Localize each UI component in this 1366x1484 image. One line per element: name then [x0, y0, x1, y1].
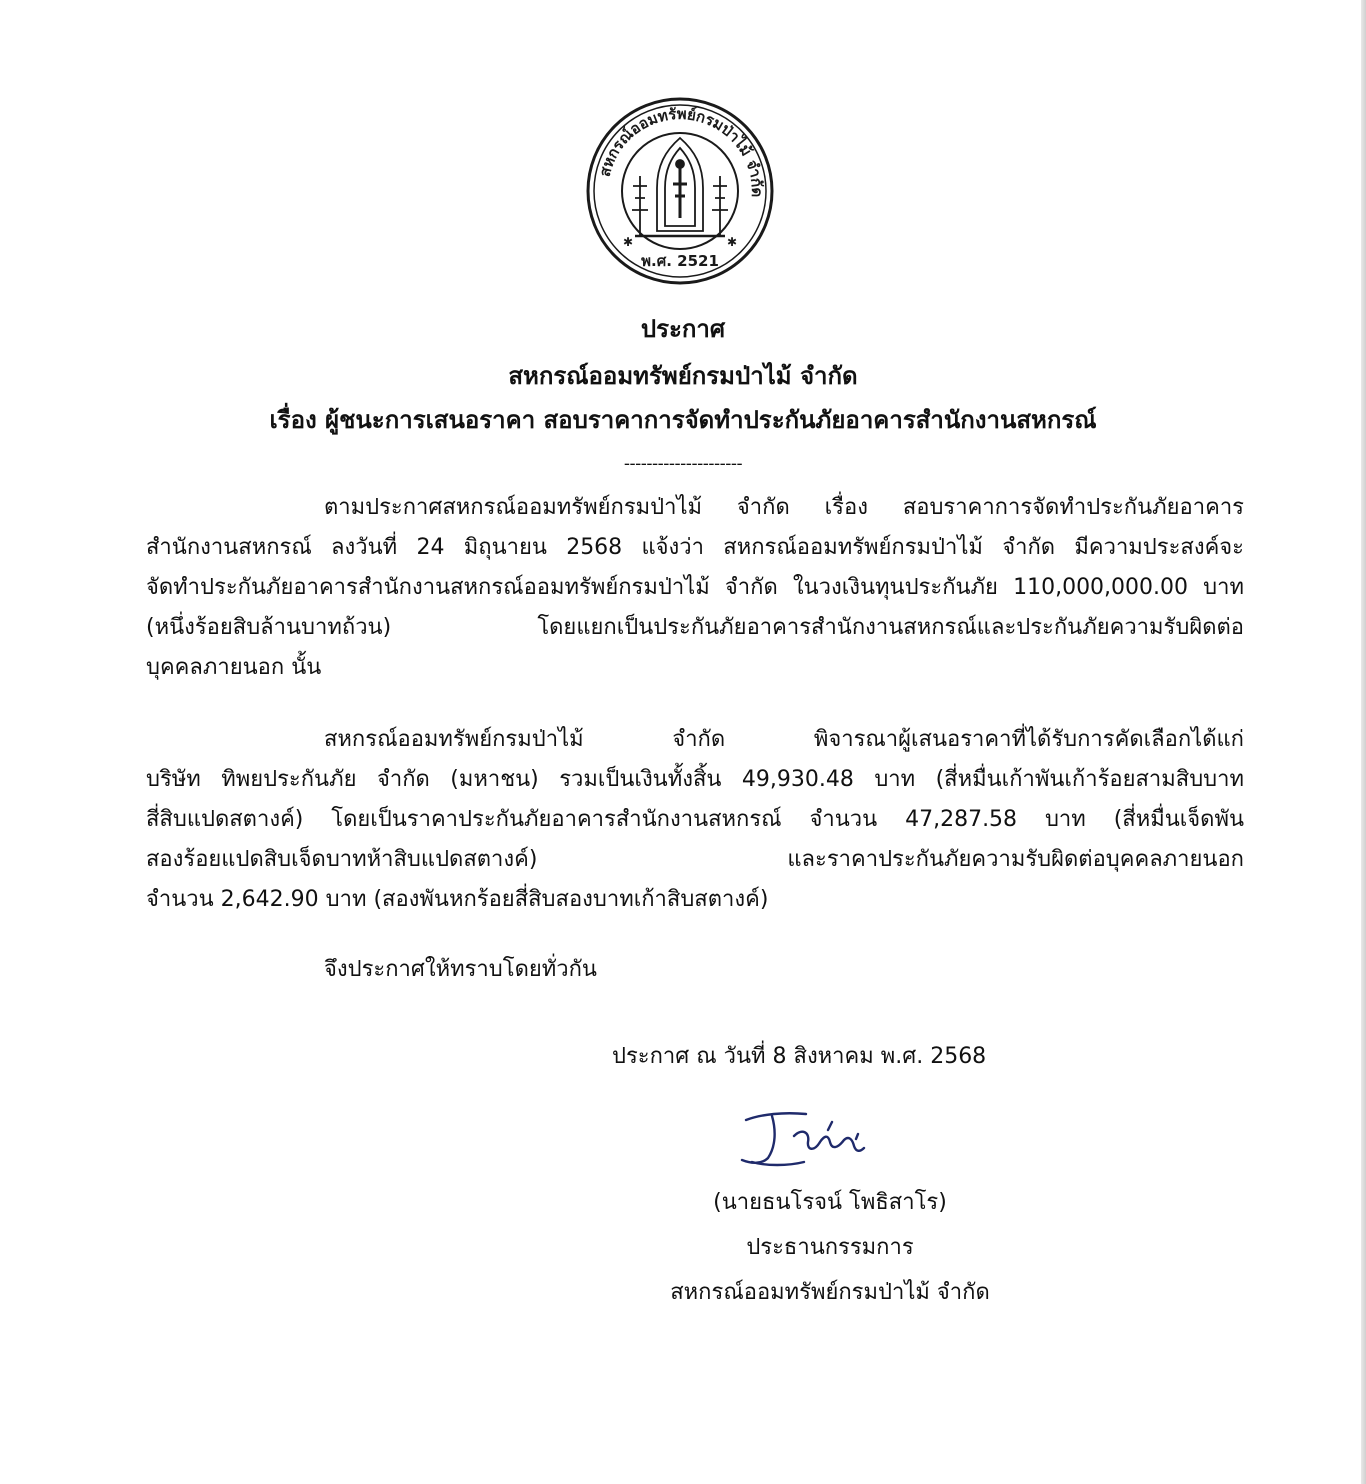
paragraph-line: (หนึ่งร้อยสิบล้านบาทถ้วน) โดยแยกเป็นประกันภัยอาคารสำนักงานสหกรณ์และประกันภัยความรับผิดต่อ — [146, 615, 1244, 640]
paragraph-line: ตามประกาศสหกรณ์ออมทรัพย์กรมป่าไม้ จำกัด เรื่อง สอบราคาการจัดทำประกันภัยอาคาร — [324, 495, 1244, 520]
paragraph-winner — [146, 720, 1244, 920]
signature-graphic — [732, 1106, 868, 1170]
paragraph-line: สองร้อยแปดสิบเจ็ดบาทห้าสิบแปดสตางค์) และราคาประกันภัยความรับผิดต่อบุคคลภายนอก — [146, 847, 1244, 872]
paragraph-invitation — [146, 488, 1244, 688]
paragraph-line: บุคคลภายนอก นั้น — [146, 655, 322, 680]
announcement-subject: เรื่อง ผู้ชนะการเสนอราคา สอบราคาการจัดทำประกันภัยอาคารสำนักงานสหกรณ์ — [269, 406, 1097, 434]
signer-title: ประธานกรรมการ — [746, 1235, 914, 1260]
seal-shrine-emblem — [632, 138, 728, 236]
cooperative-seal — [585, 96, 775, 286]
paragraph-line: สำนักงานสหกรณ์ ลงวันที่ 24 มิถุนายน 2568 แจ้งว่า สหกรณ์ออมทรัพย์กรมป่าไม้ จำกัด มีความประสงค์จะ — [146, 535, 1244, 560]
announcement-date: ประกาศ ณ วันที่ 8 สิงหาคม พ.ศ. 2568 — [612, 1044, 987, 1069]
paragraph-line: จำนวน 2,642.90 บาท (สองพันหกร้อยสี่สิบสองบาทเก้าสิบสตางค์) — [146, 887, 769, 912]
seal-left-star-icon: ✱ — [623, 235, 634, 249]
page-edge — [1361, 0, 1366, 1484]
seal-ring-text: สหกรณ์ออมทรัพย์กรมป่าไม้ จำกัด — [595, 104, 767, 198]
paragraph-line: จัดทำประกันภัยอาคารสำนักงานสหกรณ์ออมทรัพย์กรมป่าไม้ จำกัด ในวงเงินทุนประกันภัย 110,000,000.00 บาท — [146, 575, 1244, 600]
signer-name: (นายธนโรจน์ โพธิสาโร) — [713, 1190, 947, 1215]
paragraph-line: สหกรณ์ออมทรัพย์กรมป่าไม้ จำกัด พิจารณาผู้เสนอราคาที่ได้รับการคัดเลือกได้แก่ — [324, 727, 1244, 752]
seal-year-text: พ.ศ. 2521 — [641, 252, 719, 270]
seal-right-star-icon: ✱ — [727, 235, 738, 249]
signer-organization: สหกรณ์ออมทรัพย์กรมป่าไม้ จำกัด — [670, 1280, 990, 1305]
seal-graphic — [585, 96, 775, 286]
organization-name: สหกรณ์ออมทรัพย์กรมป่าไม้ จำกัด — [508, 362, 858, 390]
announcement-title: ประกาศ — [640, 315, 726, 343]
paragraph-closing: จึงประกาศให้ทราบโดยทั่วกัน — [324, 957, 597, 982]
handwritten-signature — [732, 1106, 868, 1170]
paragraph-line: สี่สิบแปดสตางค์) โดยเป็นราคาประกันภัยอาคารสำนักงานสหกรณ์ จำนวน 47,287.58 บาท (สี่หมื่นเจ็ดพัน — [146, 807, 1244, 832]
header-divider: --------------------- — [623, 454, 743, 474]
paragraph-line: บริษัท ทิพยประกันภัย จำกัด (มหาชน) รวมเป็นเงินทั้งสิ้น 49,930.48 บาท (สี่หมื่นเก้าพันเก้าร้อยสามสิบบาท — [146, 767, 1244, 792]
